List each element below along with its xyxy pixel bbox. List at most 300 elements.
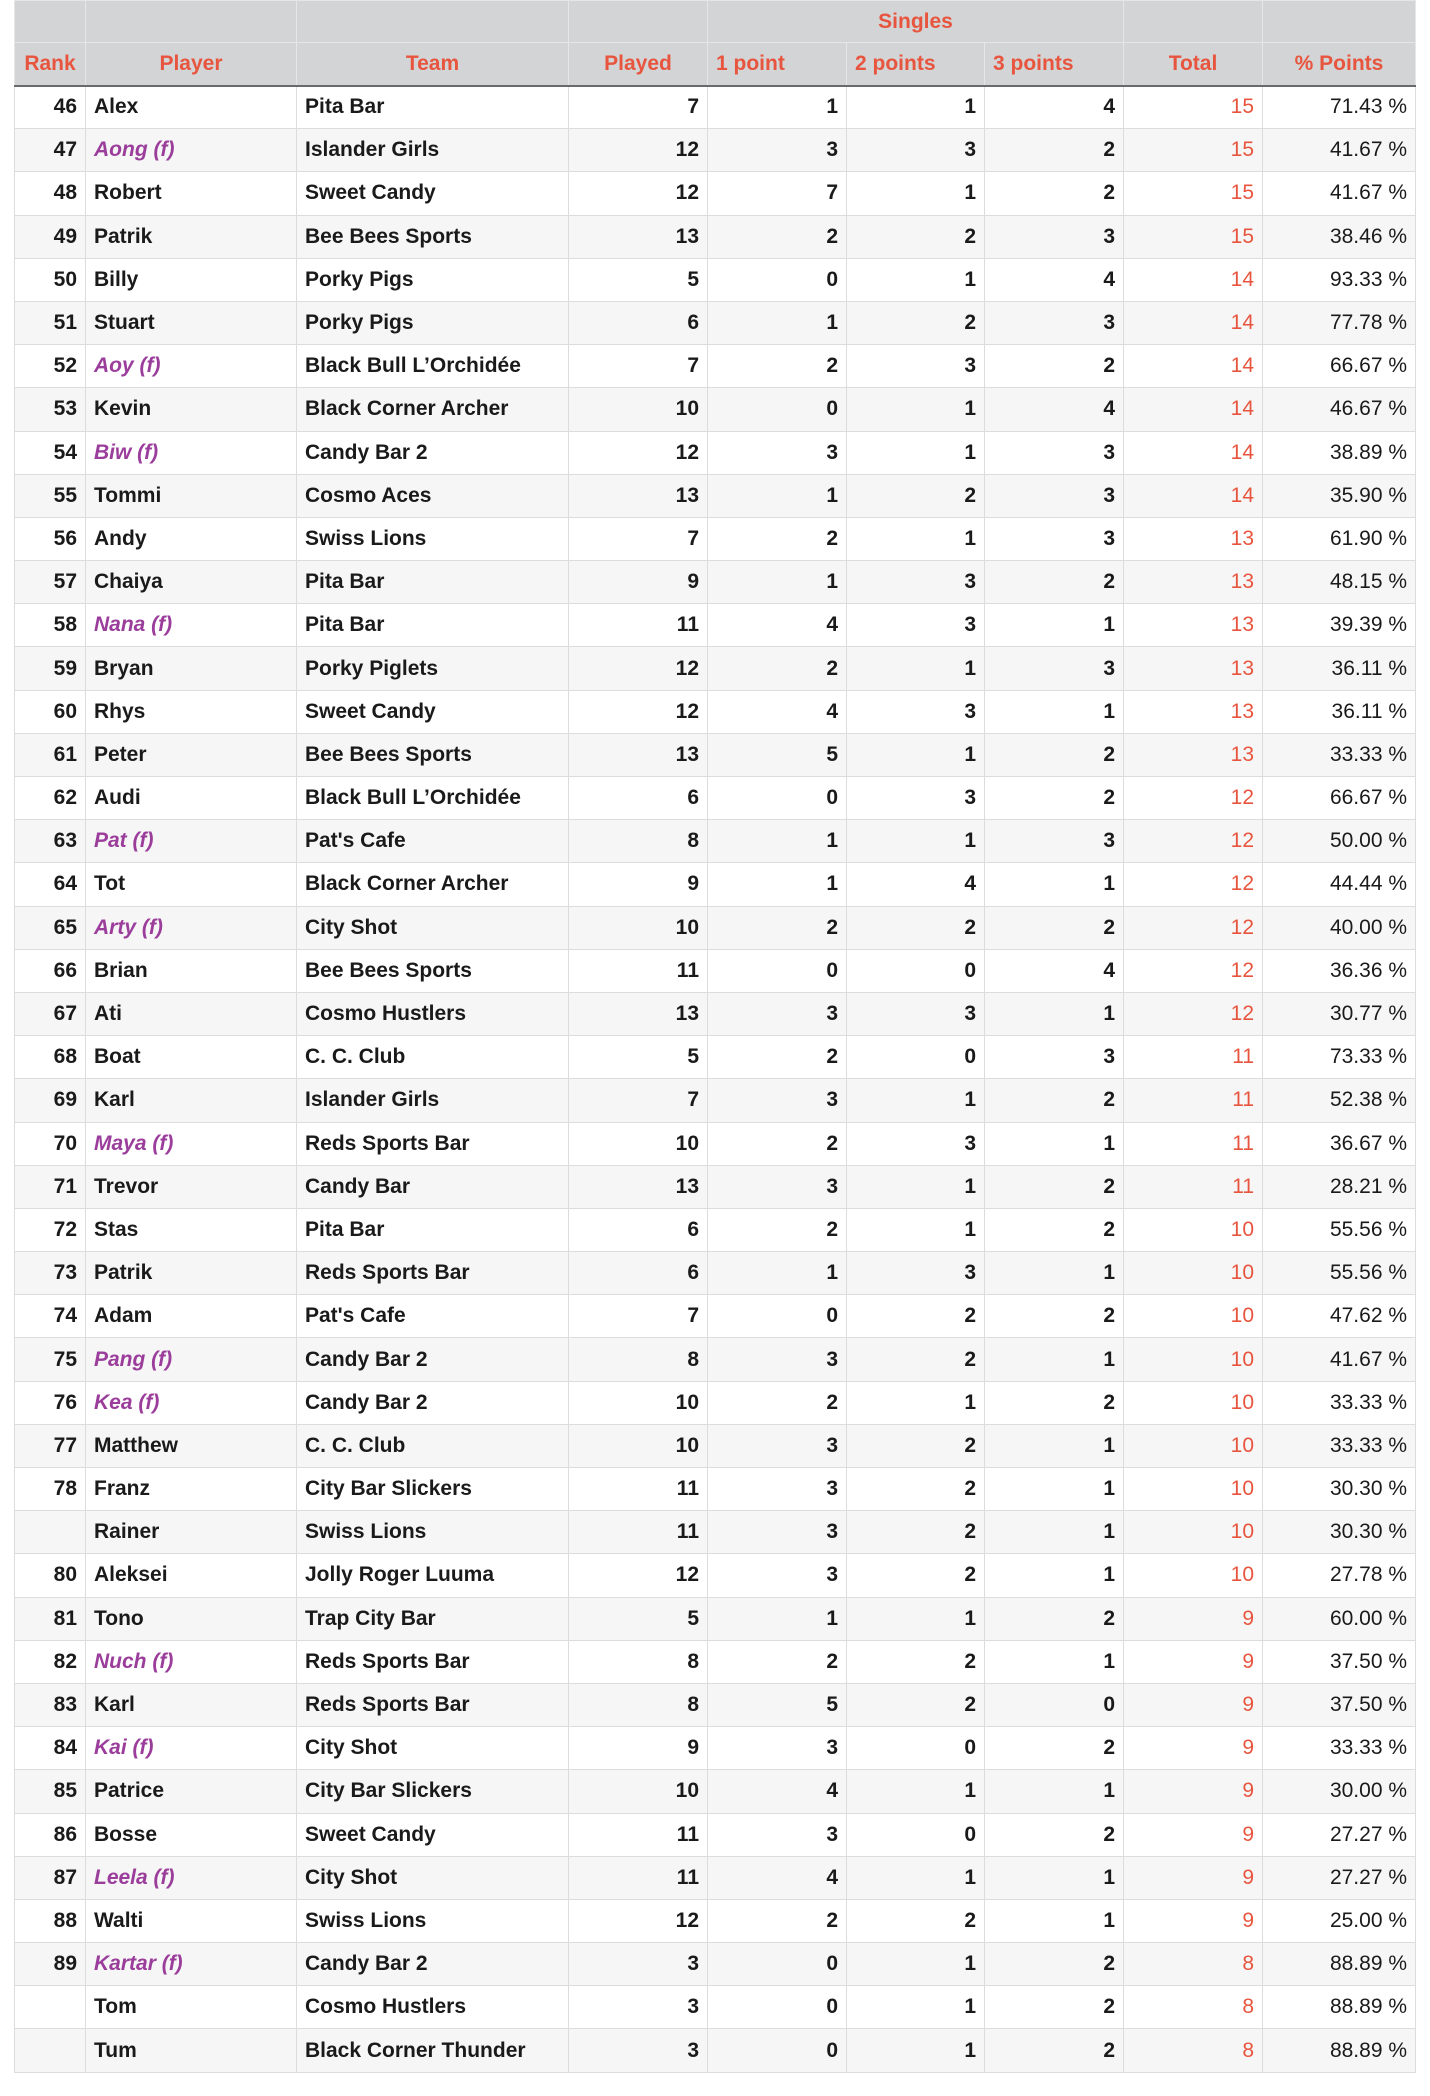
cell-total: 8 bbox=[1124, 1986, 1263, 2029]
cell-played: 6 bbox=[569, 1208, 708, 1251]
cell-total: 15 bbox=[1124, 172, 1263, 215]
cell-rank: 81 bbox=[15, 1597, 86, 1640]
cell-team: Sweet Candy bbox=[297, 172, 569, 215]
table-row bbox=[15, 1640, 1416, 1683]
header-columns-row bbox=[15, 43, 1416, 86]
cell-pct-points: 35.90 % bbox=[1263, 474, 1416, 517]
cell-played: 13 bbox=[569, 474, 708, 517]
cell-rank: 46 bbox=[15, 86, 86, 129]
cell-3-points: 2 bbox=[985, 1165, 1124, 1208]
table-row bbox=[15, 215, 1416, 258]
cell-total: 12 bbox=[1124, 863, 1263, 906]
table-row bbox=[15, 906, 1416, 949]
cell-pct-points: 88.89 % bbox=[1263, 2029, 1416, 2072]
cell-player: Patrik bbox=[86, 1252, 297, 1295]
cell-team: Swiss Lions bbox=[297, 517, 569, 560]
cell-pct-points: 27.78 % bbox=[1263, 1554, 1416, 1597]
cell-total: 9 bbox=[1124, 1597, 1263, 1640]
cell-team: City Bar Slickers bbox=[297, 1770, 569, 1813]
cell-played: 6 bbox=[569, 777, 708, 820]
cell-pct-points: 37.50 % bbox=[1263, 1640, 1416, 1683]
cell-3-points: 1 bbox=[985, 1899, 1124, 1942]
cell-team: Bee Bees Sports bbox=[297, 215, 569, 258]
cell-played: 8 bbox=[569, 820, 708, 863]
cell-pct-points: 61.90 % bbox=[1263, 517, 1416, 560]
cell-rank: 56 bbox=[15, 517, 86, 560]
col-header-total[interactable]: Total bbox=[1124, 43, 1263, 86]
cell-played: 3 bbox=[569, 2029, 708, 2072]
cell-team: Jolly Roger Luuma bbox=[297, 1554, 569, 1597]
cell-1-point: 0 bbox=[708, 1295, 847, 1338]
cell-3-points: 4 bbox=[985, 86, 1124, 129]
cell-played: 11 bbox=[569, 1856, 708, 1899]
cell-player: Andy bbox=[86, 517, 297, 560]
cell-2-points: 2 bbox=[847, 1554, 985, 1597]
table-row bbox=[15, 733, 1416, 776]
cell-1-point: 1 bbox=[708, 86, 847, 129]
cell-rank: 70 bbox=[15, 1122, 86, 1165]
cell-pct-points: 33.33 % bbox=[1263, 1727, 1416, 1770]
cell-total: 10 bbox=[1124, 1381, 1263, 1424]
cell-1-point: 7 bbox=[708, 172, 847, 215]
cell-team: Reds Sports Bar bbox=[297, 1252, 569, 1295]
cell-rank: 62 bbox=[15, 777, 86, 820]
cell-pct-points: 37.50 % bbox=[1263, 1683, 1416, 1726]
cell-played: 11 bbox=[569, 1511, 708, 1554]
cell-team: Candy Bar bbox=[297, 1165, 569, 1208]
cell-rank: 64 bbox=[15, 863, 86, 906]
table-row bbox=[15, 1554, 1416, 1597]
cell-team: Bee Bees Sports bbox=[297, 733, 569, 776]
cell-team: Porky Pigs bbox=[297, 301, 569, 344]
cell-pct-points: 41.67 % bbox=[1263, 129, 1416, 172]
table-row bbox=[15, 949, 1416, 992]
cell-team: Pita Bar bbox=[297, 604, 569, 647]
cell-2-points: 1 bbox=[847, 1770, 985, 1813]
cell-2-points: 2 bbox=[847, 1511, 985, 1554]
cell-pct-points: 88.89 % bbox=[1263, 1986, 1416, 2029]
cell-played: 11 bbox=[569, 1468, 708, 1511]
cell-2-points: 2 bbox=[847, 1640, 985, 1683]
cell-3-points: 1 bbox=[985, 1511, 1124, 1554]
cell-3-points: 0 bbox=[985, 1683, 1124, 1726]
cell-played: 3 bbox=[569, 1943, 708, 1986]
table-row bbox=[15, 647, 1416, 690]
cell-pct-points: 77.78 % bbox=[1263, 301, 1416, 344]
cell-total: 9 bbox=[1124, 1683, 1263, 1726]
cell-1-point: 2 bbox=[708, 647, 847, 690]
cell-1-point: 3 bbox=[708, 431, 847, 474]
cell-total: 9 bbox=[1124, 1899, 1263, 1942]
cell-2-points: 1 bbox=[847, 1986, 985, 2029]
cell-1-point: 3 bbox=[708, 1079, 847, 1122]
cell-player: Adam bbox=[86, 1295, 297, 1338]
cell-team: Cosmo Hustlers bbox=[297, 1986, 569, 2029]
cell-played: 9 bbox=[569, 561, 708, 604]
cell-2-points: 0 bbox=[847, 1036, 985, 1079]
cell-total: 9 bbox=[1124, 1640, 1263, 1683]
table-row bbox=[15, 1122, 1416, 1165]
header-group-row bbox=[15, 1, 1416, 43]
cell-rank: 67 bbox=[15, 992, 86, 1035]
cell-2-points: 3 bbox=[847, 604, 985, 647]
cell-1-point: 3 bbox=[708, 1165, 847, 1208]
cell-1-point: 2 bbox=[708, 1640, 847, 1683]
cell-player: Chaiya bbox=[86, 561, 297, 604]
cell-player: Arty (f) bbox=[86, 906, 297, 949]
cell-total: 8 bbox=[1124, 1943, 1263, 1986]
table-header bbox=[15, 1, 1416, 86]
cell-team: Pita Bar bbox=[297, 561, 569, 604]
cell-player: Ati bbox=[86, 992, 297, 1035]
cell-pct-points: 30.00 % bbox=[1263, 1770, 1416, 1813]
col-header-1-point[interactable]: 1 point bbox=[708, 43, 847, 86]
cell-total: 8 bbox=[1124, 2029, 1263, 2072]
cell-rank: 50 bbox=[15, 258, 86, 301]
cell-player: Kevin bbox=[86, 388, 297, 431]
cell-played: 13 bbox=[569, 1165, 708, 1208]
cell-pct-points: 60.00 % bbox=[1263, 1597, 1416, 1640]
cell-2-points: 2 bbox=[847, 474, 985, 517]
cell-1-point: 1 bbox=[708, 863, 847, 906]
cell-1-point: 2 bbox=[708, 1381, 847, 1424]
cell-pct-points: 36.67 % bbox=[1263, 1122, 1416, 1165]
table-row bbox=[15, 1468, 1416, 1511]
cell-3-points: 2 bbox=[985, 1813, 1124, 1856]
cell-3-points: 2 bbox=[985, 1295, 1124, 1338]
cell-player: Stuart bbox=[86, 301, 297, 344]
cell-pct-points: 50.00 % bbox=[1263, 820, 1416, 863]
cell-pct-points: 28.21 % bbox=[1263, 1165, 1416, 1208]
cell-pct-points: 38.89 % bbox=[1263, 431, 1416, 474]
cell-2-points: 3 bbox=[847, 1122, 985, 1165]
cell-1-point: 3 bbox=[708, 1727, 847, 1770]
cell-total: 14 bbox=[1124, 301, 1263, 344]
cell-rank: 61 bbox=[15, 733, 86, 776]
cell-player: Brian bbox=[86, 949, 297, 992]
cell-2-points: 2 bbox=[847, 1338, 985, 1381]
cell-total: 14 bbox=[1124, 258, 1263, 301]
cell-pct-points: 41.67 % bbox=[1263, 1338, 1416, 1381]
cell-rank: 55 bbox=[15, 474, 86, 517]
cell-team: C. C. Club bbox=[297, 1036, 569, 1079]
cell-player: Tommi bbox=[86, 474, 297, 517]
col-header-2-points[interactable]: 2 points bbox=[847, 43, 985, 86]
cell-3-points: 1 bbox=[985, 992, 1124, 1035]
cell-team: Reds Sports Bar bbox=[297, 1683, 569, 1726]
cell-1-point: 3 bbox=[708, 1813, 847, 1856]
cell-3-points: 3 bbox=[985, 431, 1124, 474]
table-row bbox=[15, 345, 1416, 388]
cell-total: 10 bbox=[1124, 1511, 1263, 1554]
cell-team: Black Bull L’Orchidée bbox=[297, 345, 569, 388]
cell-played: 8 bbox=[569, 1683, 708, 1726]
table-row bbox=[15, 1683, 1416, 1726]
cell-rank: 65 bbox=[15, 906, 86, 949]
cell-rank: 63 bbox=[15, 820, 86, 863]
cell-played: 8 bbox=[569, 1338, 708, 1381]
cell-pct-points: 33.33 % bbox=[1263, 733, 1416, 776]
cell-pct-points: 41.67 % bbox=[1263, 172, 1416, 215]
cell-1-point: 2 bbox=[708, 1122, 847, 1165]
cell-2-points: 1 bbox=[847, 431, 985, 474]
cell-3-points: 4 bbox=[985, 949, 1124, 992]
cell-3-points: 1 bbox=[985, 863, 1124, 906]
table-row bbox=[15, 820, 1416, 863]
cell-player: Patrik bbox=[86, 215, 297, 258]
cell-team: Reds Sports Bar bbox=[297, 1640, 569, 1683]
cell-rank: 87 bbox=[15, 1856, 86, 1899]
cell-pct-points: 36.36 % bbox=[1263, 949, 1416, 992]
cell-player: Patrice bbox=[86, 1770, 297, 1813]
cell-total: 10 bbox=[1124, 1554, 1263, 1597]
cell-3-points: 2 bbox=[985, 1597, 1124, 1640]
cell-1-point: 4 bbox=[708, 690, 847, 733]
cell-1-point: 3 bbox=[708, 1554, 847, 1597]
cell-total: 11 bbox=[1124, 1036, 1263, 1079]
cell-team: City Shot bbox=[297, 906, 569, 949]
cell-player: Tum bbox=[86, 2029, 297, 2072]
cell-team: Reds Sports Bar bbox=[297, 1122, 569, 1165]
cell-3-points: 3 bbox=[985, 215, 1124, 258]
cell-rank: 84 bbox=[15, 1727, 86, 1770]
cell-played: 13 bbox=[569, 733, 708, 776]
cell-played: 12 bbox=[569, 1554, 708, 1597]
cell-player: Peter bbox=[86, 733, 297, 776]
cell-player: Aleksei bbox=[86, 1554, 297, 1597]
cell-1-point: 0 bbox=[708, 388, 847, 431]
cell-2-points: 1 bbox=[847, 517, 985, 560]
cell-3-points: 2 bbox=[985, 777, 1124, 820]
header-blank bbox=[1263, 1, 1416, 43]
cell-pct-points: 39.39 % bbox=[1263, 604, 1416, 647]
cell-3-points: 4 bbox=[985, 388, 1124, 431]
cell-rank bbox=[15, 1986, 86, 2029]
cell-total: 10 bbox=[1124, 1252, 1263, 1295]
cell-player: Tono bbox=[86, 1597, 297, 1640]
cell-played: 10 bbox=[569, 1424, 708, 1467]
cell-played: 10 bbox=[569, 906, 708, 949]
cell-team: Black Corner Thunder bbox=[297, 2029, 569, 2072]
table-row bbox=[15, 1165, 1416, 1208]
cell-rank: 77 bbox=[15, 1424, 86, 1467]
cell-total: 13 bbox=[1124, 604, 1263, 647]
cell-1-point: 1 bbox=[708, 474, 847, 517]
cell-team: Islander Girls bbox=[297, 1079, 569, 1122]
cell-total: 13 bbox=[1124, 561, 1263, 604]
cell-3-points: 3 bbox=[985, 1036, 1124, 1079]
cell-1-point: 1 bbox=[708, 820, 847, 863]
cell-total: 10 bbox=[1124, 1208, 1263, 1251]
cell-3-points: 3 bbox=[985, 474, 1124, 517]
cell-team: Black Corner Archer bbox=[297, 863, 569, 906]
cell-rank: 54 bbox=[15, 431, 86, 474]
cell-player: Leela (f) bbox=[86, 1856, 297, 1899]
cell-pct-points: 73.33 % bbox=[1263, 1036, 1416, 1079]
cell-total: 9 bbox=[1124, 1856, 1263, 1899]
table-row bbox=[15, 388, 1416, 431]
cell-2-points: 3 bbox=[847, 129, 985, 172]
cell-3-points: 1 bbox=[985, 1640, 1124, 1683]
cell-2-points: 4 bbox=[847, 863, 985, 906]
col-header-3-points[interactable]: 3 points bbox=[985, 43, 1124, 86]
cell-team: Trap City Bar bbox=[297, 1597, 569, 1640]
cell-pct-points: 47.62 % bbox=[1263, 1295, 1416, 1338]
cell-total: 10 bbox=[1124, 1424, 1263, 1467]
cell-pct-points: 30.77 % bbox=[1263, 992, 1416, 1035]
cell-2-points: 1 bbox=[847, 733, 985, 776]
table-row bbox=[15, 1899, 1416, 1942]
cell-total: 15 bbox=[1124, 86, 1263, 129]
cell-played: 11 bbox=[569, 604, 708, 647]
cell-3-points: 2 bbox=[985, 1727, 1124, 1770]
cell-pct-points: 40.00 % bbox=[1263, 906, 1416, 949]
cell-played: 12 bbox=[569, 647, 708, 690]
cell-2-points: 1 bbox=[847, 820, 985, 863]
cell-pct-points: 33.33 % bbox=[1263, 1381, 1416, 1424]
cell-1-point: 4 bbox=[708, 1770, 847, 1813]
cell-1-point: 0 bbox=[708, 1986, 847, 2029]
cell-team: Bee Bees Sports bbox=[297, 949, 569, 992]
cell-2-points: 1 bbox=[847, 388, 985, 431]
col-header-pct-points[interactable]: % Points bbox=[1263, 43, 1416, 86]
cell-pct-points: 36.11 % bbox=[1263, 690, 1416, 733]
cell-pct-points: 71.43 % bbox=[1263, 86, 1416, 129]
cell-team: Pat's Cafe bbox=[297, 1295, 569, 1338]
table-row bbox=[15, 561, 1416, 604]
cell-player: Aoy (f) bbox=[86, 345, 297, 388]
cell-team: Pita Bar bbox=[297, 86, 569, 129]
cell-total: 13 bbox=[1124, 690, 1263, 733]
table-row bbox=[15, 301, 1416, 344]
table-row bbox=[15, 1813, 1416, 1856]
cell-player: Stas bbox=[86, 1208, 297, 1251]
cell-pct-points: 66.67 % bbox=[1263, 777, 1416, 820]
cell-total: 9 bbox=[1124, 1813, 1263, 1856]
cell-3-points: 2 bbox=[985, 1943, 1124, 1986]
cell-played: 7 bbox=[569, 1295, 708, 1338]
cell-played: 10 bbox=[569, 388, 708, 431]
cell-total: 15 bbox=[1124, 215, 1263, 258]
cell-3-points: 1 bbox=[985, 1338, 1124, 1381]
table-row bbox=[15, 992, 1416, 1035]
cell-1-point: 2 bbox=[708, 215, 847, 258]
cell-player: Walti bbox=[86, 1899, 297, 1942]
cell-1-point: 2 bbox=[708, 1208, 847, 1251]
cell-rank: 48 bbox=[15, 172, 86, 215]
cell-2-points: 0 bbox=[847, 1813, 985, 1856]
col-header-played[interactable]: Played bbox=[569, 43, 708, 86]
cell-played: 10 bbox=[569, 1122, 708, 1165]
cell-team: C. C. Club bbox=[297, 1424, 569, 1467]
cell-pct-points: 27.27 % bbox=[1263, 1856, 1416, 1899]
cell-total: 15 bbox=[1124, 129, 1263, 172]
table-row bbox=[15, 604, 1416, 647]
cell-rank: 57 bbox=[15, 561, 86, 604]
col-header-rank[interactable]: Rank bbox=[15, 43, 86, 86]
table-row bbox=[15, 431, 1416, 474]
cell-pct-points: 27.27 % bbox=[1263, 1813, 1416, 1856]
cell-player: Boat bbox=[86, 1036, 297, 1079]
cell-1-point: 5 bbox=[708, 733, 847, 776]
cell-pct-points: 38.46 % bbox=[1263, 215, 1416, 258]
cell-1-point: 3 bbox=[708, 129, 847, 172]
cell-played: 12 bbox=[569, 431, 708, 474]
cell-rank: 66 bbox=[15, 949, 86, 992]
cell-1-point: 4 bbox=[708, 1856, 847, 1899]
cell-pct-points: 25.00 % bbox=[1263, 1899, 1416, 1942]
col-header-team[interactable]: Team bbox=[297, 43, 569, 86]
cell-played: 13 bbox=[569, 992, 708, 1035]
cell-1-point: 3 bbox=[708, 1338, 847, 1381]
cell-pct-points: 36.11 % bbox=[1263, 647, 1416, 690]
cell-total: 11 bbox=[1124, 1122, 1263, 1165]
header-blank bbox=[15, 1, 86, 43]
cell-played: 7 bbox=[569, 1079, 708, 1122]
cell-2-points: 3 bbox=[847, 345, 985, 388]
cell-player: Karl bbox=[86, 1683, 297, 1726]
cell-2-points: 2 bbox=[847, 1424, 985, 1467]
cell-3-points: 2 bbox=[985, 129, 1124, 172]
cell-rank: 58 bbox=[15, 604, 86, 647]
cell-pct-points: 30.30 % bbox=[1263, 1468, 1416, 1511]
cell-team: Black Bull L’Orchidée bbox=[297, 777, 569, 820]
cell-total: 9 bbox=[1124, 1770, 1263, 1813]
header-blank bbox=[1124, 1, 1263, 43]
cell-rank: 60 bbox=[15, 690, 86, 733]
cell-total: 10 bbox=[1124, 1338, 1263, 1381]
cell-1-point: 1 bbox=[708, 561, 847, 604]
cell-2-points: 1 bbox=[847, 258, 985, 301]
cell-pct-points: 30.30 % bbox=[1263, 1511, 1416, 1554]
cell-team: Pat's Cafe bbox=[297, 820, 569, 863]
col-header-player[interactable]: Player bbox=[86, 43, 297, 86]
cell-team: City Bar Slickers bbox=[297, 1468, 569, 1511]
cell-player: Kartar (f) bbox=[86, 1943, 297, 1986]
cell-played: 9 bbox=[569, 863, 708, 906]
cell-player: Trevor bbox=[86, 1165, 297, 1208]
cell-total: 14 bbox=[1124, 388, 1263, 431]
cell-pct-points: 52.38 % bbox=[1263, 1079, 1416, 1122]
cell-player: Bryan bbox=[86, 647, 297, 690]
cell-player: Robert bbox=[86, 172, 297, 215]
table-row bbox=[15, 129, 1416, 172]
cell-team: Candy Bar 2 bbox=[297, 431, 569, 474]
cell-3-points: 2 bbox=[985, 172, 1124, 215]
cell-team: Sweet Candy bbox=[297, 1813, 569, 1856]
cell-played: 10 bbox=[569, 1770, 708, 1813]
cell-player: Rhys bbox=[86, 690, 297, 733]
cell-team: Porky Piglets bbox=[297, 647, 569, 690]
cell-rank: 74 bbox=[15, 1295, 86, 1338]
cell-team: Candy Bar 2 bbox=[297, 1943, 569, 1986]
cell-2-points: 2 bbox=[847, 215, 985, 258]
table-body bbox=[15, 86, 1416, 2073]
table-row bbox=[15, 777, 1416, 820]
cell-1-point: 2 bbox=[708, 1899, 847, 1942]
header-blank bbox=[297, 1, 569, 43]
cell-3-points: 1 bbox=[985, 1554, 1124, 1597]
cell-2-points: 2 bbox=[847, 1468, 985, 1511]
cell-rank: 52 bbox=[15, 345, 86, 388]
table-row bbox=[15, 1295, 1416, 1338]
cell-played: 6 bbox=[569, 301, 708, 344]
cell-3-points: 3 bbox=[985, 820, 1124, 863]
cell-3-points: 2 bbox=[985, 906, 1124, 949]
cell-2-points: 2 bbox=[847, 1683, 985, 1726]
cell-player: Tom bbox=[86, 1986, 297, 2029]
cell-player: Billy bbox=[86, 258, 297, 301]
